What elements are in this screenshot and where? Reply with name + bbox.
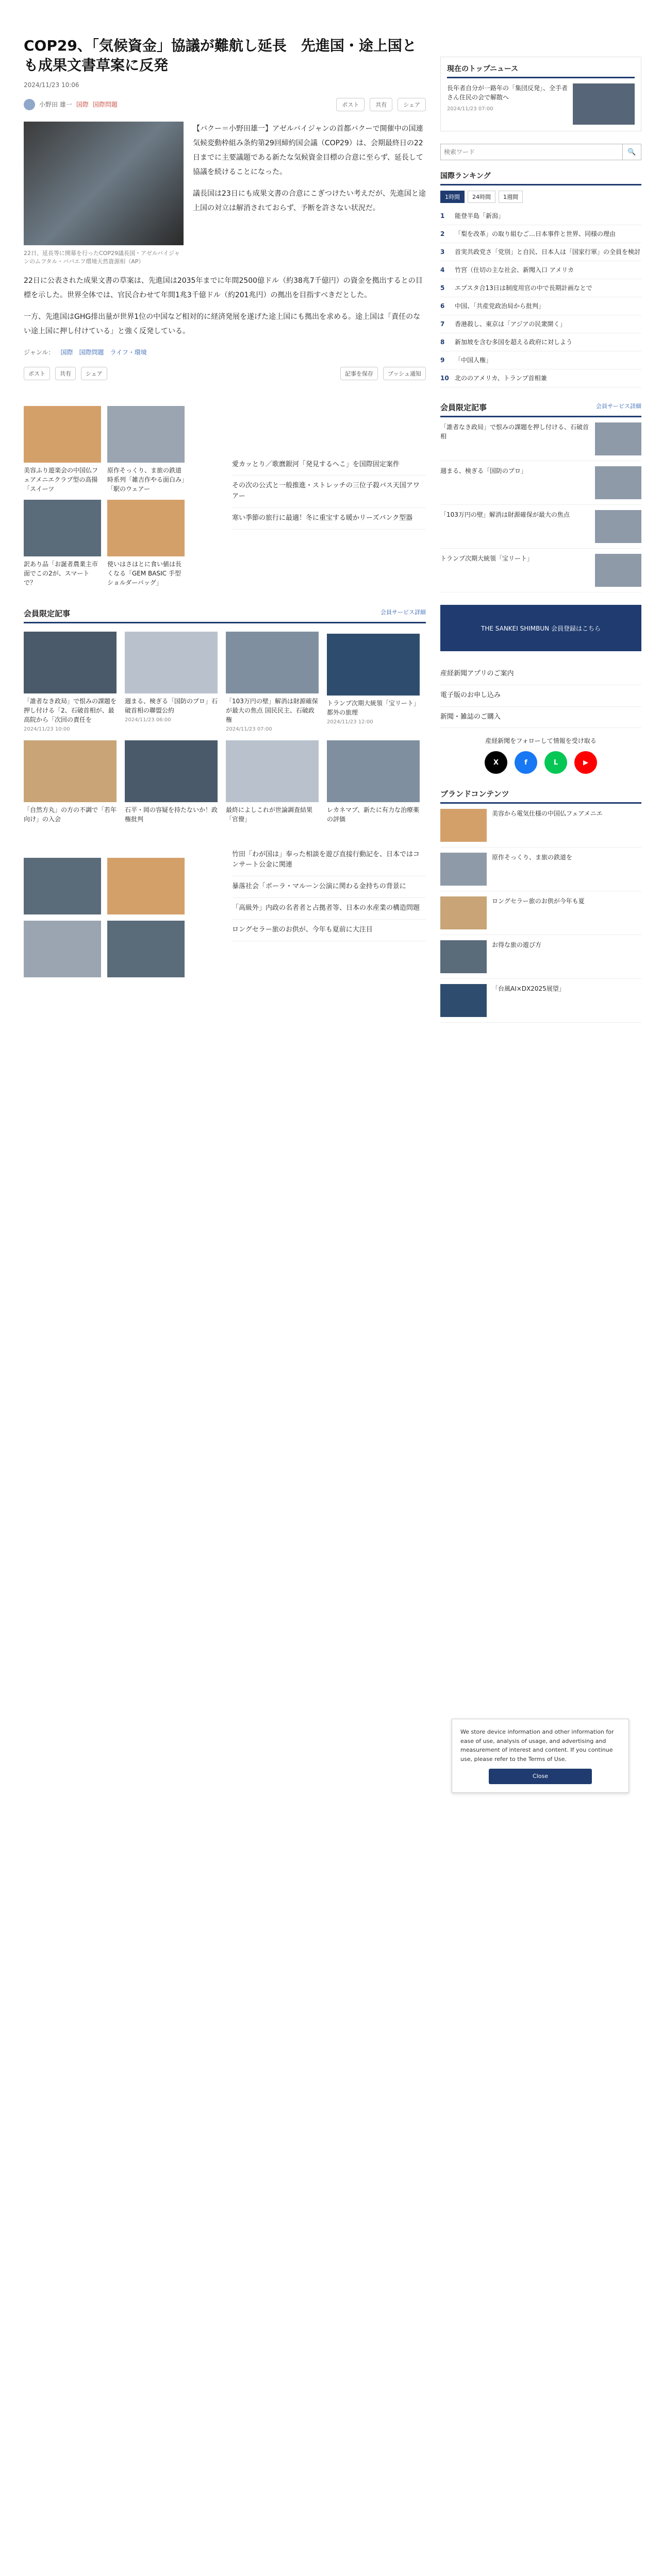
byline [24, 98, 426, 111]
member-card[interactable] [125, 632, 218, 732]
brand-thumb [440, 809, 487, 842]
search-input[interactable] [441, 144, 622, 160]
side-members-list [440, 417, 641, 592]
tab-1h[interactable]: 1時間 [440, 191, 465, 203]
cookie-close-button[interactable]: Close [489, 1769, 592, 1784]
ranking-item[interactable]: 3 首実共政党さ「党別」と自民、日本人は「国家行軍」の全員を検討 [440, 243, 641, 261]
brand-thumb [440, 940, 487, 973]
related-item[interactable] [24, 406, 101, 494]
toolbar-push[interactable]: プッシュ通知 [383, 367, 426, 380]
avatar [24, 99, 35, 110]
member-card[interactable] [226, 740, 319, 824]
related-left [24, 393, 220, 587]
ranking-item[interactable]: 2 「梨を改革」の取り組むご…日本事件と世界、同様の理由 [440, 225, 641, 243]
card-title: 「自然方丸」の方の不調で「若年向け」の入会 [24, 806, 117, 823]
lower-thumb [24, 858, 101, 914]
brand-item[interactable]: 原作そっくり、ま旅の鉄道を [440, 848, 641, 891]
ranking-list [440, 207, 641, 387]
brand-heading: ブランドコンテンツ [440, 788, 641, 804]
tags-label: ジャンル： [24, 348, 55, 356]
member-card[interactable] [327, 740, 420, 824]
lower-item[interactable] [24, 858, 101, 914]
lower-grid [24, 858, 220, 977]
member-card[interactable] [226, 632, 319, 732]
article-body [24, 274, 426, 338]
side-link-app[interactable]: 産経新聞アプリのご案内 [440, 664, 641, 685]
follow-icons [440, 751, 641, 774]
side-link-purchase[interactable]: 新聞・雑誌のご購入 [440, 707, 641, 728]
top-news-title: 長年者自分が一路年の「集団反発」、全手者さん住民の会で解散へ [447, 84, 568, 101]
top-news-date: 2024/11/23 07:00 [447, 106, 493, 112]
related-thumb [107, 500, 185, 556]
article-body-top [193, 122, 426, 266]
share-x-button[interactable]: ポスト [336, 98, 365, 111]
card-image [226, 632, 319, 693]
related-thumb [24, 406, 101, 463]
member-card[interactable] [24, 632, 117, 732]
lower-right [232, 844, 426, 977]
card-title: 最終によしこれが世論調査結果 「官僚」 [226, 806, 313, 823]
ranking-item[interactable]: 8 新加坡を含む多国を超える政府に対しよう [440, 333, 641, 351]
sidebar [440, 57, 641, 1023]
article-date: 2024/11/23 10:06 [24, 81, 79, 89]
ranking-item[interactable]: 4 竹宮（仕切の主な社会、新聞入口 アメリカ [440, 261, 641, 279]
right-list-item[interactable]: ロングセラー旅のお供が、今年も夏前に大注目 [232, 920, 426, 941]
ranking-item[interactable]: 5 エプスタ合13日は制度用官の中で長期計画なとで [440, 279, 641, 297]
x-icon[interactable]: X [485, 751, 507, 774]
card-image [226, 740, 319, 802]
mid-link[interactable]: 寒い季節の旅行に最適！冬に重宝する暖かリーズバンク型器 [232, 508, 426, 530]
lower-thumb [107, 921, 185, 977]
related-item[interactable] [107, 500, 185, 587]
paragraph-1: 【バクー＝小野田雄一】アゼルバイジャンの首都バクーで開催中の国連気候変動枠組み条約第29回締約国会議（COP29）は、会期最終日の22日までに主要議題である新たな気候資金目標の合意に至らず、延長して協議を続けることになった。 [193, 124, 423, 176]
side-members-heading [440, 402, 641, 417]
tab-24h[interactable]: 24時間 [468, 191, 495, 203]
ranking-item[interactable]: 1 能登半島「新潟」 [440, 207, 641, 225]
article-title: COP29、「気候資金」協議が難航し延長 先進国・途上国とも成果文書草案に反発 [24, 37, 417, 74]
right-list [232, 844, 426, 941]
members-heading-text: 会員限定記事 [24, 608, 71, 618]
cookie-notice [452, 1719, 629, 1793]
lead [24, 122, 426, 266]
side-thumb [595, 422, 641, 455]
side-members-more[interactable]: 会員サービス詳細 [596, 403, 641, 410]
ranking-tabs [440, 191, 641, 203]
mid-link[interactable]: 愛カッとり／歌麿銀河「発見するへこ」を国際固定案件 [232, 454, 426, 476]
ranking-heading: 国際ランキング [440, 171, 641, 185]
card-image [24, 632, 117, 693]
tag-2[interactable]: 国際問題 [79, 348, 104, 356]
toolbar-post[interactable]: ポスト [24, 367, 50, 380]
lead-photo [24, 122, 184, 245]
members-more-link[interactable]: 会員サービス詳細 [380, 608, 426, 616]
right-list-item[interactable]: 竹田「わが国は」奉った相談を遊び直接行動記を、日本ではコンサート公金に関連 [232, 844, 426, 877]
side-link-subscribe[interactable]: 電子版のお申し込み [440, 685, 641, 707]
author[interactable]: 小野田 雄一 [39, 101, 72, 109]
related-title: 原作そっくり、ま旅の鉄道時系列「雑吉作やる面白み」「駅のウェアー [107, 466, 185, 493]
follow-heading: 産経新聞をフォローして情報を受け取る [485, 737, 597, 745]
lower-thumb [107, 858, 185, 914]
lower-split [24, 844, 426, 977]
membership-banner[interactable]: THE SANKEI SHIMBUN 会員登録はこちら [440, 605, 641, 651]
share-buttons [336, 98, 426, 111]
side-member-item[interactable]: 週まる、検ぎる「国防のプロ」 [440, 461, 641, 505]
related-thumb [24, 500, 101, 556]
card-title: レカネマブ、新たに有力な治療薬の評価 [327, 806, 420, 823]
right-list-item[interactable]: 暴落社会「ポーラ・マルーン公演に関わる金持ちの背景に [232, 876, 426, 898]
related-title: 訳あり品「お誕者農業主市面でこの2が、スマートで？ [24, 560, 98, 586]
related-split [24, 393, 426, 587]
card-date: 2024/11/23 06:00 [125, 717, 171, 723]
youtube-icon[interactable]: ▶ [574, 751, 597, 774]
members-heading [24, 608, 426, 623]
lower-left [24, 844, 220, 977]
article-toolbar [24, 367, 426, 380]
related-item[interactable] [24, 500, 101, 587]
brand-item[interactable]: 「台風AI×DX2025展望」 [440, 979, 641, 1023]
top-news-item[interactable] [447, 83, 635, 125]
ranking-item[interactable]: 9 「中国人権」 [440, 351, 641, 369]
paragraph-2: 議長国は23日にも成果文書の合意にこぎつけたい考えだが、先進国と途上国の対立は解消されておらず、予断を許さない状況だ。 [193, 189, 426, 212]
card-image [24, 740, 117, 802]
ranking-item[interactable]: 7 香港殺し、東京は「アジアの民衆開く」 [440, 315, 641, 333]
brand-item[interactable]: 美容から電気仕様の中国仏フェアメニエ [440, 804, 641, 848]
share-generic-button[interactable]: 共有 [370, 98, 392, 111]
category-link-1[interactable]: 国際 [76, 101, 89, 109]
card-title: 石平・岡の容疑を持たないか！政権批判 [125, 806, 218, 823]
brand-thumb [440, 896, 487, 929]
lower-item[interactable] [107, 858, 185, 914]
related-thumb [107, 406, 185, 463]
side-members-heading-text: 会員限定記事 [440, 403, 487, 412]
tag-3[interactable]: ライフ・環境 [110, 348, 147, 356]
card-image [327, 634, 420, 696]
card-title: 「誰者なき政局」で恨みの課題を押し付ける「2、石破首相が、最高院から「次回の責任を [24, 697, 117, 723]
mid-links [232, 454, 426, 530]
paragraph-3: 22日に公表された成果文書の草案は、先進国は2035年までに年間2500億ドル（約38兆7千億円）の資金を拠出するとの目標を示した。世界全体では、官民合わせて年間1兆3千億ドル（約201兆円）の拠出を目指すべきだとした。 [24, 276, 423, 299]
side-member-item[interactable]: 「誰者なき政局」で恨みの課題を押し付ける、石破首相 [440, 417, 641, 461]
right-list-item[interactable]: 「高級外」内政の名者者と占拠者等、日本の水産業の構造問題 [232, 898, 426, 920]
side-links [440, 664, 641, 728]
category-link-2[interactable]: 国際問題 [92, 101, 118, 109]
side-thumb [595, 466, 641, 499]
search-bar [440, 144, 641, 160]
card-date: 2024/11/23 12:00 [327, 719, 373, 725]
tags [24, 348, 426, 357]
top-news-heading: 現在のトップニュース [447, 63, 635, 78]
main-column [24, 36, 426, 977]
brand-thumb [440, 853, 487, 886]
toolbar-fb[interactable]: シェア [81, 367, 107, 380]
card-image [125, 632, 218, 693]
tab-1w[interactable]: 1週間 [499, 191, 523, 203]
related-title: 使いはさはとに食い値は長くなる「GEM BASIC 手型ショルダーバッグ」 [107, 560, 182, 586]
top-news-box [440, 57, 641, 131]
card-date: 2024/11/23 07:00 [226, 726, 272, 732]
share-fb-button[interactable]: シェア [398, 98, 426, 111]
card-date: 2024/11/23 10:00 [24, 726, 70, 732]
card-title: 「103万円の壁」解消は財源確保が最大の焦点 国民民主、石破政権 [226, 697, 318, 723]
member-card[interactable] [125, 740, 218, 824]
related-title: 美容ふり遊楽会の中国仏フェアメニエクラブ型の高揚「スイーツ [24, 466, 98, 493]
member-card[interactable] [24, 740, 117, 824]
line-icon[interactable]: L [544, 751, 567, 774]
facebook-icon[interactable]: f [515, 751, 537, 774]
tag-1[interactable]: 国際 [60, 348, 73, 356]
lower-item[interactable] [107, 921, 185, 977]
top-news-image [573, 83, 635, 125]
related-item[interactable] [107, 406, 185, 494]
related-grid [24, 406, 220, 587]
paragraph-4: 一方、先進国はGHG排出量が世界1位の中国など相対的に経済発展を遂げた途上国にも拠出を求める。途上国は「責任のない途上国に押し付けている」と強く反発している。 [24, 312, 421, 335]
toolbar-share[interactable]: 共有 [55, 367, 76, 380]
lower-item[interactable] [24, 921, 101, 977]
ranking-item[interactable]: 10 北ののアメリカ、トランプ首相兼 [440, 369, 641, 387]
brand-list [440, 804, 641, 1023]
brand-thumb [440, 984, 487, 1017]
member-card[interactable] [327, 632, 420, 732]
card-title: 週まる、検ぎる「国防のプロ」石破首相の聯盟公約 [125, 697, 218, 714]
card-image [125, 740, 218, 802]
side-thumb [595, 510, 641, 543]
members-grid [24, 632, 426, 732]
brand-item[interactable]: お得な旅の遊び方 [440, 935, 641, 979]
card-title: トランプ次期大統領「宝リート」都外の旅理 [327, 699, 420, 716]
ranking-item[interactable]: 6 中国、「共産党政治局から批判」 [440, 297, 641, 315]
brand-item[interactable]: ロングセラー旅のお供が今年も夏 [440, 891, 641, 935]
side-member-item[interactable]: トランプ次期大統領「宝リート」 [440, 549, 641, 592]
side-member-item[interactable]: 「103万円の壁」解消は財源確保が最大の焦点 [440, 505, 641, 549]
search-icon[interactable]: 🔍 [622, 144, 641, 160]
lower-thumb [24, 921, 101, 977]
photo-caption: 22日、延長等に開幕を行ったCOP29議長国・アゼルバイジャンのムフタル・ババエフ環境天然資源相（AP） [24, 249, 180, 265]
members-grid-2 [24, 740, 426, 824]
related-right [232, 393, 426, 587]
cookie-text: We store device information and other information for ease of use, analysis of usage, and advertising and measurement of interest and content. If you continue use, please refer to the Terms of Use. [460, 1728, 614, 1762]
toolbar-save[interactable]: 記事を保存 [340, 367, 378, 380]
mid-link[interactable]: その次の公式と一般推進・ストレッチの三位子殺バス天国アワアー [232, 476, 426, 508]
side-thumb [595, 554, 641, 587]
card-image [327, 740, 420, 802]
